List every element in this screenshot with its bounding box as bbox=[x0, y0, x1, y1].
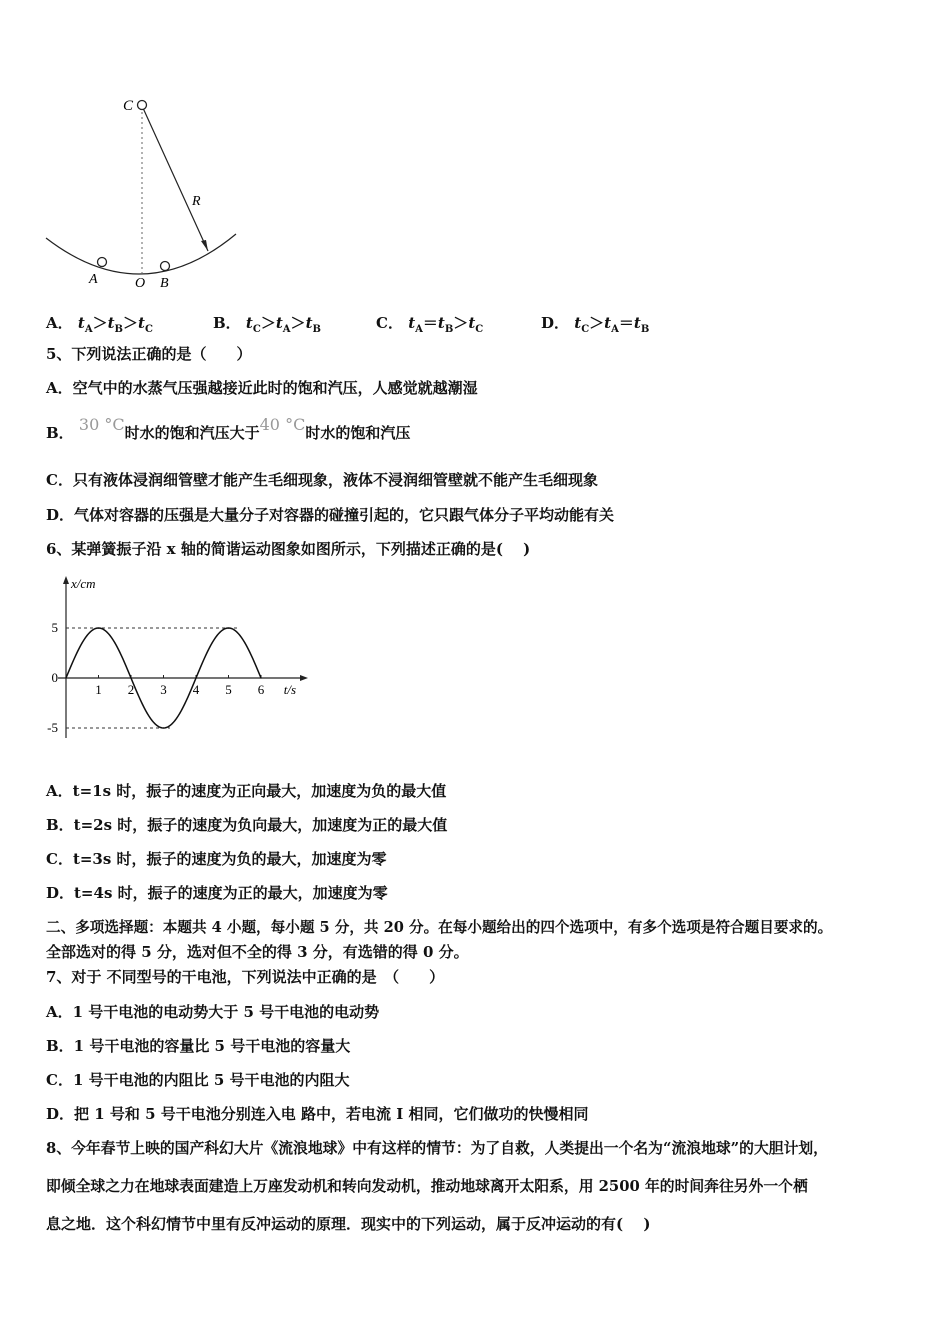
option-letter: A． bbox=[46, 314, 73, 332]
q7-option-b[interactable]: B．1 号干电池的容量比 5 号干电池的容量大 bbox=[46, 1037, 351, 1055]
y-axis-arrow bbox=[63, 576, 69, 584]
data-point bbox=[82, 642, 83, 643]
option-letter: C． bbox=[376, 314, 403, 332]
x-tick-label: 3 bbox=[160, 682, 167, 697]
q8-line1: 8、今年春节上映的国产科幻大片《流浪地球》中有这样的情节：为了自救，人类提出一个名为“流浪地球”的大胆计划， bbox=[46, 1140, 828, 1157]
ball-b bbox=[161, 262, 170, 271]
pendulum-figure bbox=[40, 90, 250, 295]
data-point bbox=[147, 713, 148, 714]
q4-option-d[interactable] bbox=[541, 312, 649, 335]
data-point bbox=[130, 677, 131, 678]
data-point bbox=[212, 642, 213, 643]
option-letter: B． bbox=[213, 314, 241, 332]
q7-option-a[interactable]: A．1 号干电池的电动势大于 5 号干电池的电动势 bbox=[46, 1003, 380, 1021]
q4-option-text-plain bbox=[0, 0, 1, 1]
label-c: C bbox=[123, 98, 134, 114]
q5-option-c[interactable]: C．只有液体浸润细管壁才能产生毛细现象，液体不浸润细管壁就不能产生毛细现象 bbox=[46, 471, 598, 489]
option-text: $t_A=t_B>t_C$ bbox=[408, 314, 484, 335]
q4-option-c[interactable] bbox=[376, 312, 483, 335]
q5-stem: 5、下列说法正确的是（ ） bbox=[46, 345, 252, 363]
option-text: $t_C>t_A=t_B$ bbox=[574, 314, 650, 335]
option-text: $t_C>t_A>t_B$ bbox=[245, 314, 321, 335]
data-point bbox=[179, 713, 180, 714]
q8-line3: 息之地．这个科幻情节中里有反冲运动的原理．现实中的下列运动，属于反冲运动的有( ) bbox=[46, 1215, 651, 1233]
x-tick-label: 4 bbox=[192, 682, 200, 697]
option-letter: D． bbox=[541, 314, 570, 332]
q5-option-a[interactable]: A．空气中的水蒸气压强越接近此时的饱和汽压，人感觉就越潮湿 bbox=[46, 379, 478, 397]
ball-a bbox=[98, 258, 107, 267]
data-point bbox=[98, 627, 99, 628]
label-r: R bbox=[192, 194, 201, 209]
y-tick-label: -5 bbox=[47, 720, 58, 735]
label-a: A bbox=[89, 272, 98, 287]
x-tick-label: 2 bbox=[127, 682, 135, 697]
section2-header-line2: 全部选对的得 5 分，选对但不全的得 3 分，有选错的得 0 分。 bbox=[46, 943, 469, 961]
q5-option-b[interactable]: B． 30 °C时水的饱和汽压大于40 °C时水的饱和汽压 bbox=[46, 415, 411, 442]
data-point bbox=[195, 677, 196, 678]
q8-line2: 即倾全球之力在地球表面建造上万座发动机和转向发动机，推动地球离开太阳系，用 2500 年的时间奔往另外一个栖 bbox=[46, 1178, 808, 1195]
section2-header-line1: 二、多项选择题：本题共 4 小题，每小题 5 分，共 20 分。在每小题给出的四个选项中，有多个选项是符合题目要求的。 bbox=[46, 919, 833, 936]
q6-option-d[interactable]: D．t=4s 时，振子的速度为正的最大，加速度为零 bbox=[46, 884, 388, 902]
label-b: B bbox=[160, 276, 169, 291]
q4-option-a[interactable] bbox=[46, 312, 153, 335]
q4-option-b[interactable] bbox=[213, 312, 321, 335]
y-axis-label: x/cm bbox=[71, 576, 96, 591]
temperature-30: 30 °C bbox=[78, 415, 125, 434]
option-text: $t_A>t_B>t_C$ bbox=[77, 314, 153, 335]
data-point bbox=[228, 627, 229, 628]
y-tick-label: 5 bbox=[51, 620, 58, 635]
q6-option-a[interactable]: A．t=1s 时，振子的速度为正向最大，加速度为负的最大值 bbox=[46, 782, 447, 800]
x-tick-label: 1 bbox=[95, 682, 102, 697]
data-point bbox=[163, 727, 164, 728]
data-point bbox=[114, 642, 115, 643]
y-tick-label: 0 bbox=[51, 670, 58, 685]
radius-arrowhead bbox=[201, 240, 208, 251]
x-tick-label: 5 bbox=[225, 682, 232, 697]
q5-option-d[interactable]: D．气体对容器的压强是大量分子对容器的碰撞引起的，它只跟气体分子平均动能有关 bbox=[46, 506, 615, 524]
data-point bbox=[260, 677, 261, 678]
data-point bbox=[244, 642, 245, 643]
point-c bbox=[138, 101, 147, 110]
radius-arrow bbox=[143, 108, 208, 251]
shm-graph bbox=[44, 572, 314, 752]
q6-option-b[interactable]: B．t=2s 时，振子的速度为负向最大，加速度为正的最大值 bbox=[46, 816, 448, 834]
q6-stem: 6、某弹簧振子沿 x 轴的简谐运动图象如图所示，下列描述正确的是( ) bbox=[46, 540, 531, 558]
temperature-40: 40 °C bbox=[259, 415, 306, 434]
q6-option-c[interactable]: C．t=3s 时，振子的速度为负的最大，加速度为零 bbox=[46, 850, 387, 868]
label-o: O bbox=[135, 276, 146, 291]
q7-stem: 7、对于 不同型号的干电池，下列说法中正确的是 （ ） bbox=[46, 968, 445, 986]
data-point bbox=[65, 677, 66, 678]
q7-option-d[interactable]: D．把 1 号和 5 号干电池分别连入电 路中，若电流 I 相同，它们做功的快慢相同 bbox=[46, 1105, 589, 1123]
circular-arc bbox=[46, 234, 236, 274]
q7-option-c[interactable]: C．1 号干电池的内阻比 5 号干电池的内阻大 bbox=[46, 1071, 350, 1089]
x-axis-label: t/s bbox=[283, 682, 297, 697]
x-axis-arrow bbox=[300, 675, 308, 681]
x-tick-label: 6 bbox=[257, 682, 265, 697]
